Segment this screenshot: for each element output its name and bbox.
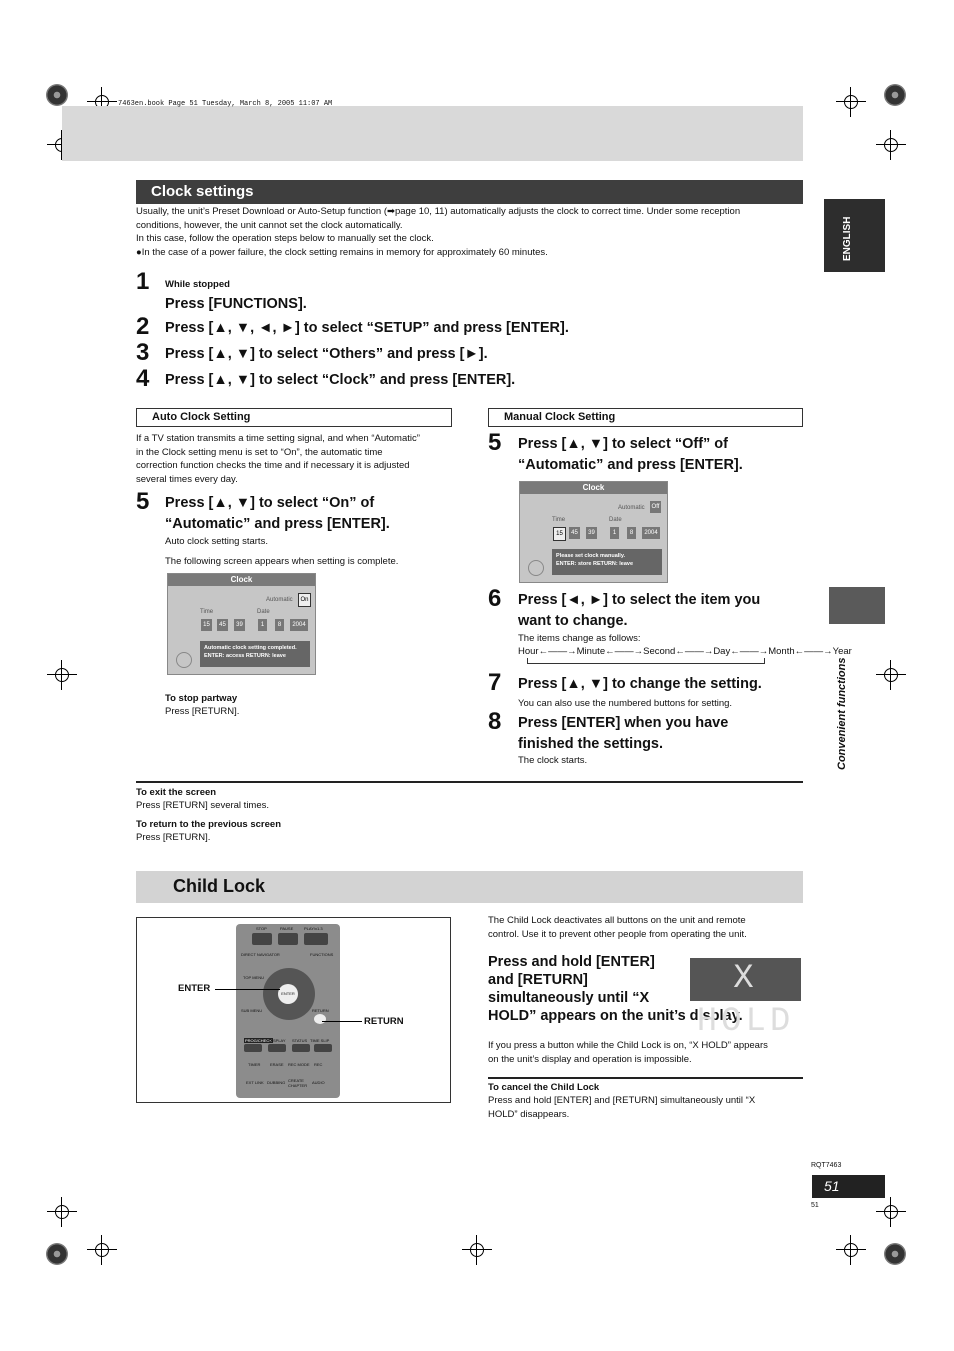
cancel-child-lock-text: Press and hold [ENTER] and [RETURN] simultaneously until “X HOLD” disappears. bbox=[488, 1095, 756, 1120]
play-button bbox=[304, 933, 328, 945]
enter-button: ENTER bbox=[278, 984, 298, 1004]
minute-cell: 45 bbox=[217, 619, 228, 631]
step-text: Press [▲, ▼] to select “Others” and press [►]. bbox=[165, 346, 488, 362]
step-number: 4 bbox=[136, 365, 150, 392]
return-text: Press [RETURN]. bbox=[136, 832, 211, 843]
stop-button bbox=[252, 933, 272, 945]
crosshair-icon bbox=[876, 660, 906, 690]
remote-label: STATUS bbox=[292, 1038, 308, 1043]
step-number: 2 bbox=[136, 313, 150, 340]
item-cycle: Hour←——→Minute←——→Second←——→Day←——→Month←——→Year bbox=[518, 646, 852, 657]
return-title: To return to the previous screen bbox=[136, 819, 281, 830]
remote-label: EXT LINK bbox=[246, 1080, 264, 1085]
remote-label: STOP bbox=[256, 926, 267, 931]
model-number: RQT7463 bbox=[811, 1162, 842, 1169]
screen-message: Please set clock manually. ENTER: store RETURN: leave bbox=[552, 549, 662, 575]
date-label: Date bbox=[609, 517, 622, 523]
prog-check-button bbox=[244, 1044, 262, 1052]
status-button bbox=[292, 1044, 310, 1052]
section-title-clock-settings: Clock settings bbox=[136, 180, 803, 204]
remote-label: DUBBING bbox=[267, 1080, 286, 1085]
remote-label: REC bbox=[314, 1062, 323, 1067]
crosshair-icon bbox=[87, 1235, 117, 1265]
step-number: 1 bbox=[136, 268, 150, 295]
exit-text: Press [RETURN] several times. bbox=[136, 800, 270, 811]
day-cell: 1 bbox=[258, 619, 267, 631]
chapter-tab bbox=[829, 587, 885, 624]
automatic-label: Automatic bbox=[266, 597, 293, 603]
hour-cell: 15 bbox=[201, 619, 212, 631]
header-band bbox=[62, 106, 803, 161]
remote-label: PLAY/x1.3 bbox=[304, 926, 323, 931]
remote-label: RETURN bbox=[312, 1008, 329, 1013]
return-button bbox=[314, 1014, 326, 1024]
remote-label: FUNCTIONS bbox=[310, 952, 334, 957]
remote-label: AUDIO bbox=[312, 1080, 325, 1085]
chapter-label: Convenient functions bbox=[836, 657, 848, 770]
remote-label: CREATE CHAPTER bbox=[288, 1078, 308, 1088]
pause-button bbox=[278, 933, 298, 945]
step-text: Press [◄, ►] to select the item you want to change. bbox=[518, 592, 761, 629]
step-number: 3 bbox=[136, 339, 150, 366]
time-label: Time bbox=[552, 517, 566, 523]
clock-screen-manual bbox=[519, 481, 668, 583]
registration-disc-icon bbox=[884, 1243, 906, 1265]
child-lock-description: The Child Lock deactivates all buttons on the unit and remote control. Use it to prevent other people from operating the unit. bbox=[488, 915, 747, 940]
crosshair-icon bbox=[876, 1197, 906, 1227]
step-note: The clock starts. bbox=[518, 755, 588, 766]
step-number: 5 bbox=[136, 488, 150, 515]
remote-label: SUB MENU bbox=[241, 1008, 263, 1013]
auto-clock-header: Auto Clock Setting bbox=[136, 408, 452, 427]
step-number: 6 bbox=[488, 585, 502, 612]
display-button bbox=[268, 1044, 286, 1052]
divider bbox=[488, 1077, 803, 1079]
remote-label: TIME SLIP bbox=[310, 1038, 330, 1043]
cycle-return-arrow bbox=[527, 658, 765, 664]
screen-title: Clock bbox=[520, 482, 667, 494]
page-number-small: 51 bbox=[811, 1202, 819, 1209]
return-callout-line bbox=[322, 1021, 362, 1022]
screen-message: Automatic clock setting completed. ENTER: access RETURN: leave bbox=[200, 641, 310, 667]
navigation-dial-icon bbox=[528, 560, 544, 576]
step-number: 5 bbox=[488, 429, 502, 456]
time-label: Time bbox=[200, 609, 214, 615]
automatic-value: On bbox=[298, 593, 311, 607]
step-text: Press [ENTER] when you have finished the settings. bbox=[518, 715, 729, 752]
year-cell: 2004 bbox=[290, 619, 308, 631]
step-note: The items change as follows: bbox=[518, 633, 641, 644]
crosshair-icon bbox=[876, 130, 906, 160]
step-note: The following screen appears when setting is complete. bbox=[165, 556, 399, 567]
step-note: You can also use the numbered buttons for setting. bbox=[518, 698, 733, 709]
automatic-value: Off bbox=[650, 501, 661, 513]
time-slip-button bbox=[314, 1044, 332, 1052]
date-label: Date bbox=[257, 609, 270, 615]
navigation-dial-icon bbox=[176, 652, 192, 668]
stop-partway-title: To stop partway bbox=[165, 693, 238, 704]
step-number: 8 bbox=[488, 708, 502, 735]
step-number: 7 bbox=[488, 669, 502, 696]
stop-partway-text: Press [RETURN]. bbox=[165, 706, 240, 717]
clock-intro: Usually, the unit’s Preset Download or Auto-Setup function (➡page 10, 11) automatically adjusts the clock to correct time. Under some reception conditions, however, the unit cannot set the clock automatically. In this case, follow the operation steps below to manually set the clock. ●In the case of a power failure, the clock setting remains in memory for approximately 60 minutes. bbox=[136, 206, 741, 258]
automatic-label: Automatic bbox=[618, 505, 645, 511]
crosshair-icon bbox=[47, 1197, 77, 1227]
enter-callout-line bbox=[215, 989, 280, 990]
step-precondition: While stopped bbox=[165, 279, 230, 290]
child-lock-note: If you press a button while the Child Lock is on, “X HOLD” appears on the unit’s display and operation is impossible. bbox=[488, 1040, 768, 1065]
page-number: 51 bbox=[812, 1175, 885, 1198]
enter-callout-label: ENTER bbox=[178, 983, 211, 994]
unit-display-x-hold: X HOLD bbox=[690, 958, 801, 1001]
cancel-child-lock-title: To cancel the Child Lock bbox=[488, 1082, 600, 1093]
manual-clock-header: Manual Clock Setting bbox=[488, 408, 803, 427]
minute-cell: 45 bbox=[569, 527, 580, 539]
second-cell: 39 bbox=[586, 527, 597, 539]
return-callout-label: RETURN bbox=[364, 1016, 404, 1027]
crosshair-icon bbox=[836, 1235, 866, 1265]
language-tab-label: ENGLISH bbox=[842, 216, 853, 261]
remote-label: TOP MENU bbox=[243, 975, 264, 980]
crosshair-icon bbox=[462, 1235, 492, 1265]
crosshair-icon bbox=[47, 660, 77, 690]
section-title-child-lock: Child Lock bbox=[136, 871, 803, 903]
clock-screen-auto bbox=[167, 573, 316, 675]
remote-label: TIMER bbox=[248, 1062, 261, 1067]
remote-label: DISPLAY bbox=[269, 1038, 286, 1043]
day-cell: 1 bbox=[610, 527, 619, 539]
remote-label: REC MODE bbox=[288, 1062, 310, 1067]
remote-label: DIRECT NAVIGATOR bbox=[241, 952, 280, 957]
registration-disc-icon bbox=[46, 1243, 68, 1265]
remote-label: PAUSE bbox=[280, 926, 294, 931]
step-text: Press [▲, ▼] to select “On” of “Automatic” and press [ENTER]. bbox=[165, 495, 390, 532]
step-text: Press [▲, ▼, ◄, ►] to select “SETUP” and press [ENTER]. bbox=[165, 320, 569, 336]
divider bbox=[136, 781, 803, 783]
year-cell: 2004 bbox=[642, 527, 660, 539]
registration-disc-icon bbox=[884, 84, 906, 106]
registration-disc-icon bbox=[46, 84, 68, 106]
step-text: Press [▲, ▼] to change the setting. bbox=[518, 676, 762, 692]
step-text: Press [▲, ▼] to select “Off” of “Automatic” and press [ENTER]. bbox=[518, 436, 743, 473]
screen-title: Clock bbox=[168, 574, 315, 586]
second-cell: 39 bbox=[234, 619, 245, 631]
language-tab bbox=[824, 199, 885, 272]
step-text: Press [FUNCTIONS]. bbox=[165, 296, 307, 312]
exit-title: To exit the screen bbox=[136, 787, 217, 798]
book-info: 7463en.book Page 51 Tuesday, March 8, 2005 11:07 AM bbox=[118, 100, 333, 108]
remote-label: PROG/CHECK bbox=[245, 1038, 272, 1043]
step-text: Press [▲, ▼] to select “Clock” and press [ENTER]. bbox=[165, 372, 516, 388]
step-note: Auto clock setting starts. bbox=[165, 536, 268, 547]
auto-clock-description: If a TV station transmits a time setting signal, and when “Automatic” in the Clock setting menu is set to “On”, the automatic time correction function checks the time and if necessary it is adjusted several times every day. bbox=[136, 433, 420, 485]
remote-control-image bbox=[236, 924, 340, 1098]
hour-cell: 15 bbox=[553, 527, 566, 541]
crosshair-icon bbox=[836, 87, 866, 117]
month-cell: 8 bbox=[275, 619, 284, 631]
remote-label: ERASE bbox=[270, 1062, 284, 1067]
month-cell: 8 bbox=[627, 527, 636, 539]
child-lock-instruction: Press and hold [ENTER] and [RETURN] simultaneously until “X HOLD” appears on the unit’s display. bbox=[488, 954, 743, 1024]
